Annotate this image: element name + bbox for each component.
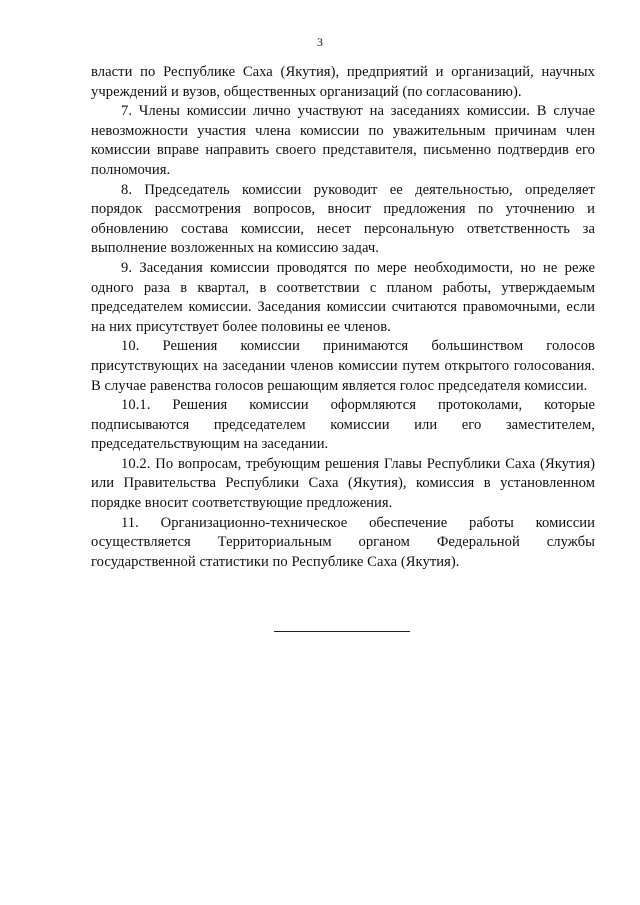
end-separator-line bbox=[274, 631, 410, 632]
paragraph-9: 9. Заседания комиссии проводятся по мере необходимости, но не реже одного раза в квартал, в соответствии с планом работы, утверждаемым председателем комиссии. Заседания комиссии считаются правомочными, если на них присутствует более половины ее членов. bbox=[91, 259, 595, 335]
paragraph-7: 7. Члены комиссии лично участвуют на заседаниях комиссии. В случае невозможности участия члена комиссии по уважительным причинам член комиссии вправе направить своего представителя, письменно подтвердив его полномочия. bbox=[91, 103, 595, 178]
paragraph-10-1: 10.1. Решения комиссии оформляются протоколами, которые подписываются председателем комиссии или его заместителем, председательствующим на заседании. bbox=[91, 397, 595, 453]
paragraph-continuation: власти по Республике Саха (Якутия), предприятий и организаций, научных учреждений и вузов, общественных организаций (по согласованию). bbox=[91, 64, 595, 100]
document-body bbox=[91, 63, 595, 572]
paragraph-11: 11. Организационно-техническое обеспечение работы комиссии осуществляется Территориальным органом Федеральной службы государственной статистики по Республике Саха (Якутия). bbox=[91, 514, 595, 570]
page-number: 3 bbox=[317, 37, 323, 49]
paragraph-8: 8. Председатель комиссии руководит ее деятельностью, определяет порядок рассмотрения вопросов, вносит предложения по уточнению и обновлению состава комиссии, несет персональную ответственность за выполнение возложенных на комиссию задач. bbox=[91, 181, 595, 257]
paragraph-10-2: 10.2. По вопросам, требующим решения Главы Республики Саха (Якутия) или Правительства Республики Саха (Якутия), комиссия в установленном порядке вносит соответствующие предложения. bbox=[91, 455, 595, 512]
paragraph-10: 10. Решения комиссии принимаются большинством голосов присутствующих на заседании членов комиссии путем открытого голосования. В случае равенства голосов решающим является голос председателя комиссии. bbox=[91, 338, 595, 394]
